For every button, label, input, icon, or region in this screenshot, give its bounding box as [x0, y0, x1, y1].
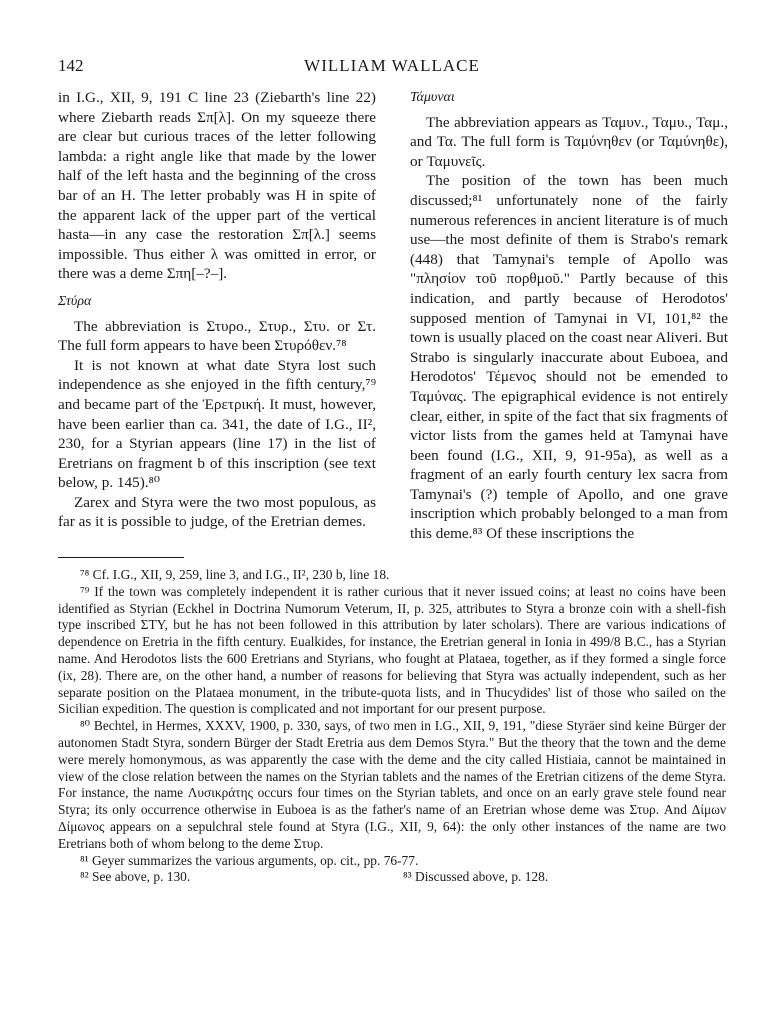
right-paragraph-1: The abbreviation appears as Ταμυν., Ταμυ., Ταμ., and Τα. The full form is Ταμύνηθεν (or Ταμύνηθε), or Ταμυνεῖς.: [410, 113, 728, 170]
footnote-rule: [58, 557, 184, 558]
footnote-81: ⁸¹ Geyer summarizes the various arguments, op. cit., pp. 76-77.: [80, 852, 419, 868]
footnote-82: ⁸² See above, p. 130.: [80, 869, 191, 885]
running-title: WILLIAM WALLACE: [304, 56, 480, 75]
left-paragraph-3: It is not known at what date Styra lost such independence as she enjoyed in the fifth century,⁷⁹ and became part of the Ἐρετρική. It must, however, have been earlier than ca. 341, the date of I.G., II², 230, for a Styrian appears (line 17) in the list of Eretrians on fragment b of this inscription (see text below, p. 145).⁸⁰: [58, 356, 376, 492]
section-heading-styra: Στύρα: [58, 293, 92, 309]
left-paragraph-1: in I.G., XII, 9, 191 C line 23 (Ziebarth's line 22) where Ziebarth reads Σπ[λ]. On my squeeze there are clear but curious traces of the letter following lambda: a right angle like that made by the lower half of the left hasta and the beginning of the cross bar of an H. The letter probably was H in spite of the apparent lack of the upper part of the vertical hasta—in any case the restoration Σπ[λ.] seems impossible. Thus either λ was omitted in error, or there was a deme Σπη[–?–].: [58, 89, 376, 283]
footnote-80: ⁸⁰ Bechtel, in Hermes, XXXV, 1900, p. 330, says, of two men in I.G., XII, 9, 191, "diese Styräer sind keine Bürger der autonomen Stadt Styra, sondern Bürger der Stadt Eretria aus dem Demos Styra." But the theory that the town and the deme were merely homonymous, as was apparently the case with the deme and the city called Histiaia, cannot be maintained in view of the close relation between the names on the Styrian tablets and the names of the Eretrian citizens of the deme Styra. For instance, the name Λυσικράτης occurs four times on the Styrian tablets, and once on an early grave stele found near Styra; its only occurrence otherwise in Euboea is as the father's name of an Eretrian whose deme was Στυρ. And Δίμων Δίμωνος appears on a sepulchral stele found at Styra (I.G., XII, 9, 64): the only other instances of the name are two Eretrians both of whom belong to the deme Στυρ.: [58, 718, 726, 851]
footnote-row-82-83: [58, 869, 726, 886]
left-paragraph-4: Zarex and Styra were the two most populous, as far as it is possible to judge, of the Eretrian demes.: [58, 493, 376, 531]
page-header: [58, 56, 726, 80]
footnotes: [58, 567, 726, 886]
footnote-83: ⁸³ Discussed above, p. 128.: [403, 869, 549, 885]
right-paragraph-2: The position of the town has been much discussed;⁸¹ unfortunately none of the fairly numerous references in ancient literature is of much use—the most definite of them is Strabo's remark (448) that Tamynai's temple of Apollo was "πλησίον τοῦ πορθμοῦ." Partly because of this indication, and partly because of Herodotos' supposed mention of Tamynai in VI, 101,⁸² the town is usually placed on the coast near Aliveri. But Strabo is singularly inaccurate about Euboea, and Herodotos' Τέμενος should not be emended to Ταμύνας. The epigraphical evidence is not entirely clear, either, in spite of the fact that six fragments of victor lists from the games held at Tamynai have been found (I.G., XII, 9, 91-95a), as well as a fragment of an early fourth century lex sacra from Tamynai's (?) temple of Apollo, and one grave inscription which probably belonged to a man from this deme.⁸³ Of these inscriptions the: [410, 172, 728, 543]
footnote-79: ⁷⁹ If the town was completely independent it is rather curious that it never issued coins; at least no coins have been identified as Styrian (Eckhel in Doctrina Numorum Veterum, II, p. 325, attributes to Styra a bronze coin with a shell-fish type inscribed ΣΤΥ, but he has not been followed in this attribution by later scholars). There are various indications of dependence on Eretria in the fifth century. Eualkides, for instance, the Eretrian general in Ionia in 499/8 B.C., has a Styrian name. And Herodotos lists the 600 Eretrians and Styrians, who fought at Plataea, together, as if they formed a single force (ix, 28). There are, on the other hand, a number of reasons for believing that Styra was actually independent, such as her separate position on the Plataea monument, in the tribute-quota lists, and in Thucydides' list of those who sailed on the Sicilian expedition. The question is complicated and not important for our present purpose.: [58, 583, 726, 717]
footnote-78: ⁷⁸ Cf. I.G., XII, 9, 259, line 3, and I.G., II², 230 b, line 18.: [80, 567, 390, 582]
left-column: [58, 88, 376, 532]
right-column: [410, 88, 728, 544]
page-number: 142: [58, 56, 84, 75]
section-heading-tamynai: Τάμυναι: [410, 90, 455, 105]
left-paragraph-2: The abbreviation is Στυρο., Στυρ., Στυ. or Στ. The full form appears to have been Στυρόθεν.⁷⁸: [58, 317, 376, 355]
